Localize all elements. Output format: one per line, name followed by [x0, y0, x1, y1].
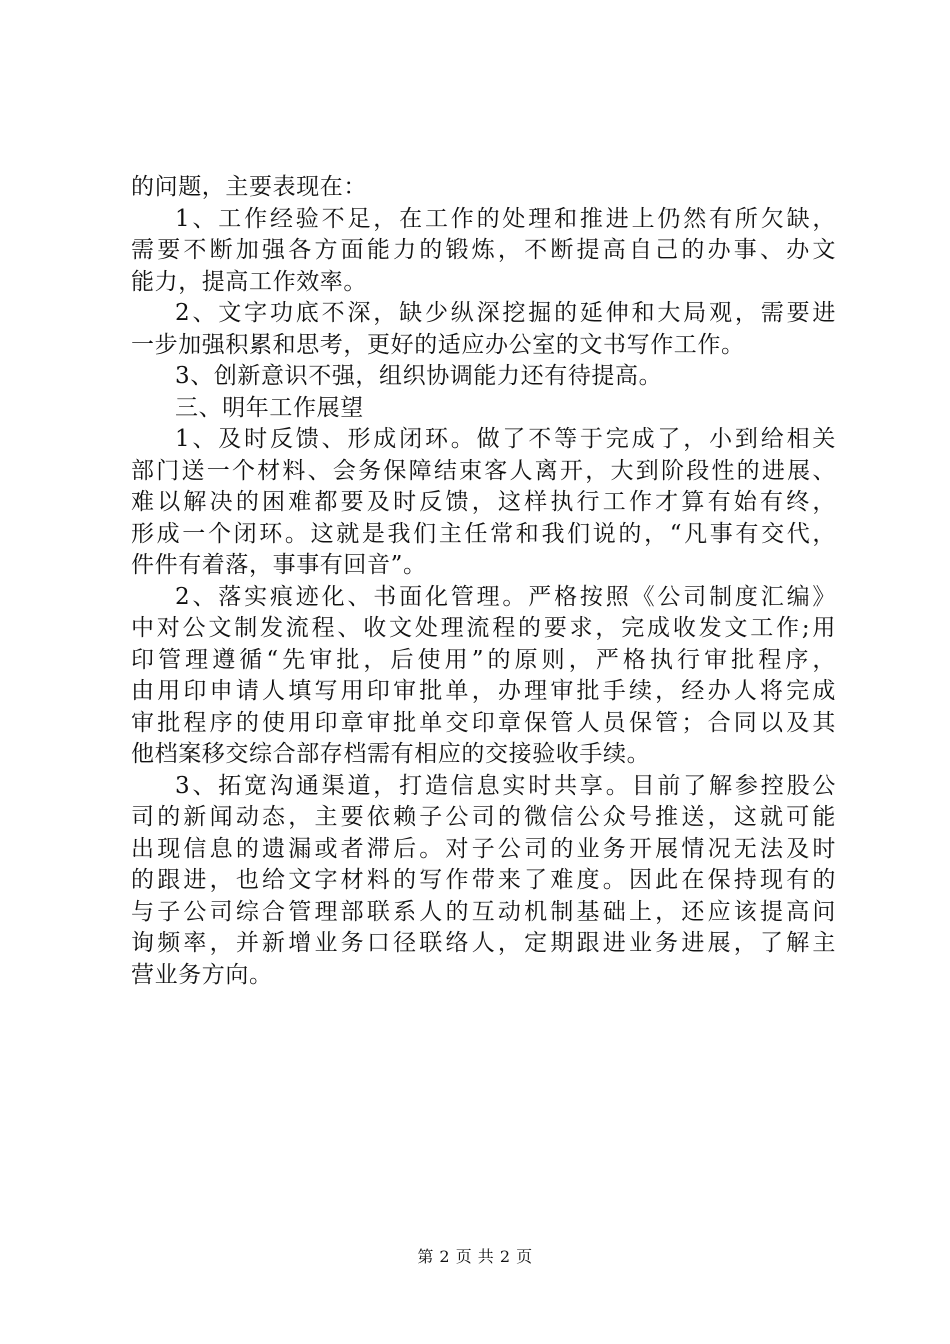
text-line: 2、文字功底不深，缺少纵深挖掘的延伸和大局观，需要进: [175, 300, 836, 326]
text-line: 3、拓宽沟通渠道，打造信息实时共享。目前了解参控股公: [175, 772, 836, 799]
text-line: 2、落实痕迹化、书面化管理。严格按照《公司制度汇编》: [175, 583, 836, 610]
text-line: 1、工作经验不足，在工作的处理和推进上仍然有所欠缺，: [175, 205, 836, 232]
page-footer: 第 2 页 共 2 页: [417, 1247, 533, 1266]
text-line: 件件有着落，事事有回音”。: [131, 552, 427, 578]
text-line: 形成一个闭环。这就是我们主任常和我们说的，“凡事有交代，: [131, 520, 836, 547]
text-line: 1、及时反馈、形成闭环。做了不等于完成了，小到给相关: [175, 426, 836, 452]
document-body: [131, 172, 836, 991]
text-line: 一步加强积累和思考，更好的适应办公室的文书写作工作。: [131, 331, 745, 358]
text-line: 营业务方向。: [131, 961, 273, 988]
text-line: 他档案移交综合部存档需有相应的交接验收手续。: [131, 741, 651, 767]
text-line: 的跟进，也给文字材料的写作带来了难度。因此在保持现有的: [131, 867, 836, 893]
text-line: 需要不断加强各方面能力的锻炼，不断提高自己的办事、办文: [131, 237, 836, 263]
text-line: 出现信息的遗漏或者滞后。对子公司的业务开展情况无法及时: [131, 835, 836, 862]
text-line: 三、明年工作展望: [175, 394, 364, 421]
text-line: 部门送一个材料、会务保障结束客人离开，大到阶段性的进展、: [131, 457, 836, 484]
text-line: 审批程序的使用印章审批单交印章保管人员保管；合同以及其: [131, 709, 836, 736]
text-line: 询频率，并新增业务口径联络人，定期跟进业务进展，了解主: [131, 930, 836, 956]
text-line: 印管理遵循“先审批，后使用”的原则，严格执行审批程序，: [131, 646, 836, 673]
text-line: 能力，提高工作效率。: [131, 268, 367, 295]
text-line: 中对公文制发流程、收文处理流程的要求，完成收发文工作;用: [131, 615, 836, 641]
text-line: 由用印申请人填写用印审批单，办理审批手续，经办人将完成: [131, 678, 836, 704]
text-line: 难以解决的困难都要及时反馈，这样执行工作才算有始有终，: [131, 489, 836, 515]
text-line: 的问题，主要表现在：: [131, 174, 367, 200]
text-line: 3、创新意识不强，组织协调能力还有待提高。: [175, 363, 663, 389]
text-line: 司的新闻动态，主要依赖子公司的微信公众号推送，这就可能: [131, 804, 836, 830]
text-line: 与子公司综合管理部联系人的互动机制基础上，还应该提高问: [131, 898, 836, 925]
